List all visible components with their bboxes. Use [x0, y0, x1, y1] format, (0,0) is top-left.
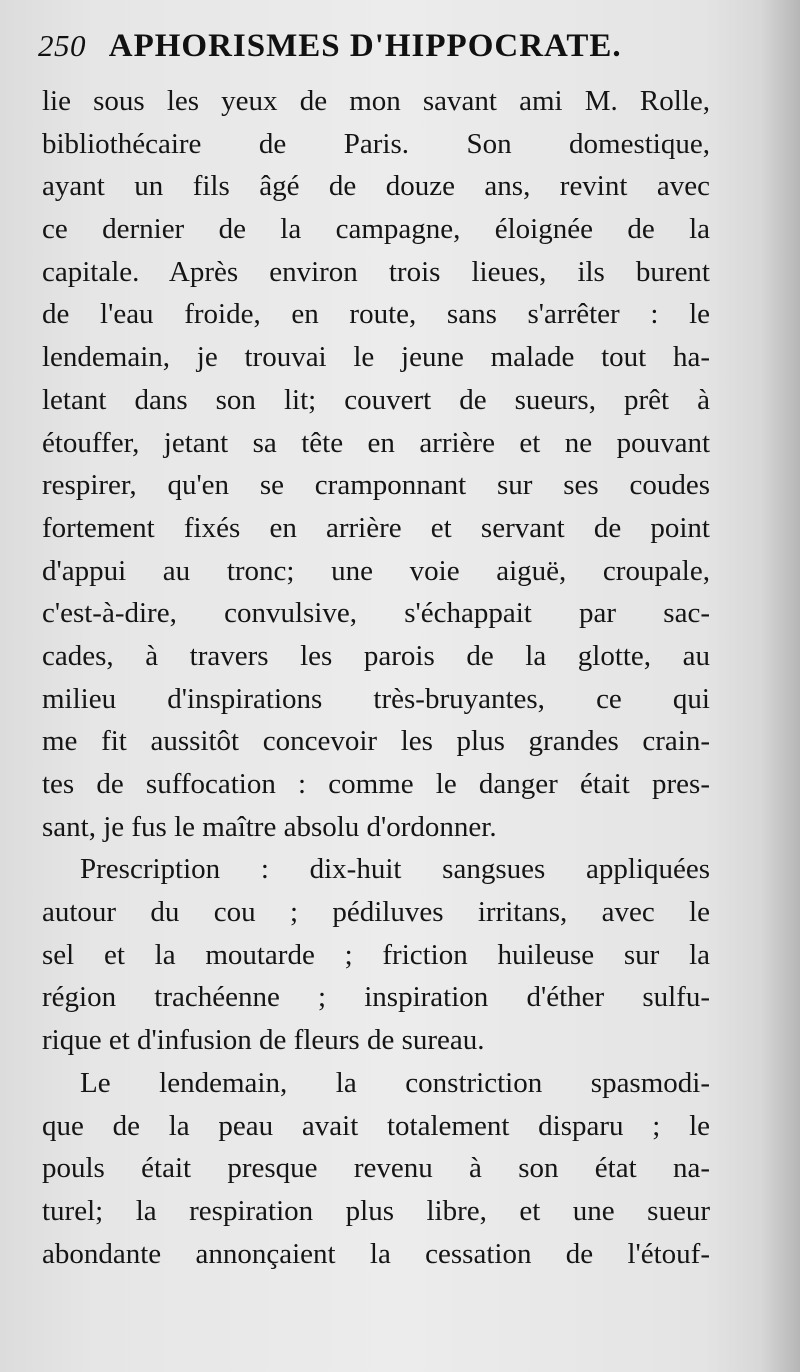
- text-line: ayant un fils âgé de douze ans, revint avec: [42, 170, 710, 203]
- text-line: étouffer, jetant sa tête en arrière et ne pouvant: [42, 426, 710, 459]
- text-line: lie sous les yeux de mon savant ami M. Rolle,: [42, 85, 710, 117]
- text-line: fortement fixés en arrière et servant de point: [42, 511, 710, 544]
- text-line: de l'eau froide, en route, sans s'arrêter : le: [42, 298, 710, 331]
- text-line: ce dernier de la campagne, éloignée de la: [42, 213, 710, 246]
- paragraph-end-line: sant, je fus le maître absolu d'ordonner.: [42, 810, 497, 843]
- text-line: turel; la respiration plus libre, et une sueur: [42, 1194, 710, 1227]
- body-text: [42, 80, 710, 1275]
- text-line: d'appui au tronc; une voie aiguë, croupale,: [42, 554, 710, 587]
- paragraph-end-line: rique et d'infusion de fleurs de sureau.: [42, 1024, 485, 1057]
- text-line: sel et la moutarde ; friction huileuse sur la: [42, 938, 710, 971]
- text-line: me fit aussitôt concevoir les plus grandes crain-: [42, 725, 710, 758]
- text-line: milieu d'inspirations très-bruyantes, ce qui: [42, 682, 710, 715]
- text-line: lendemain, je trouvai le jeune malade tout ha-: [42, 341, 710, 374]
- text-line: région trachéenne ; inspiration d'éther sulfu-: [42, 981, 710, 1014]
- page-number: 250: [38, 28, 86, 63]
- text-line: cades, à travers les parois de la glotte, au: [42, 639, 710, 672]
- text-line: pouls était presque revenu à son état na-: [42, 1152, 710, 1185]
- running-header: [38, 28, 678, 78]
- text-line: tes de suffocation : comme le danger était pres-: [42, 768, 710, 800]
- text-line: autour du cou ; pédiluves irritans, avec le: [42, 896, 710, 929]
- paragraph-start-line: Le lendemain, la constriction spasmodi-: [80, 1066, 710, 1099]
- text-line: bibliothécaire de Paris. Son domestique,: [42, 127, 710, 160]
- text-line: abondante annonçaient la cessation de l'étouf-: [42, 1237, 710, 1270]
- text-line: c'est-à-dire, convulsive, s'échappait par sac-: [42, 597, 710, 630]
- paragraph-start-line: Prescription : dix-huit sangsues appliquées: [80, 853, 710, 886]
- running-title: APHORISMES D'HIPPOCRATE.: [108, 28, 622, 64]
- text-line: capitale. Après environ trois lieues, ils burent: [42, 255, 710, 288]
- text-line: que de la peau avait totalement disparu ; le: [42, 1109, 710, 1142]
- text-line: respirer, qu'en se cramponnant sur ses coudes: [42, 469, 710, 502]
- page-edge-shadow: [760, 0, 800, 1372]
- text-line: letant dans son lit; couvert de sueurs, prêt à: [42, 383, 710, 416]
